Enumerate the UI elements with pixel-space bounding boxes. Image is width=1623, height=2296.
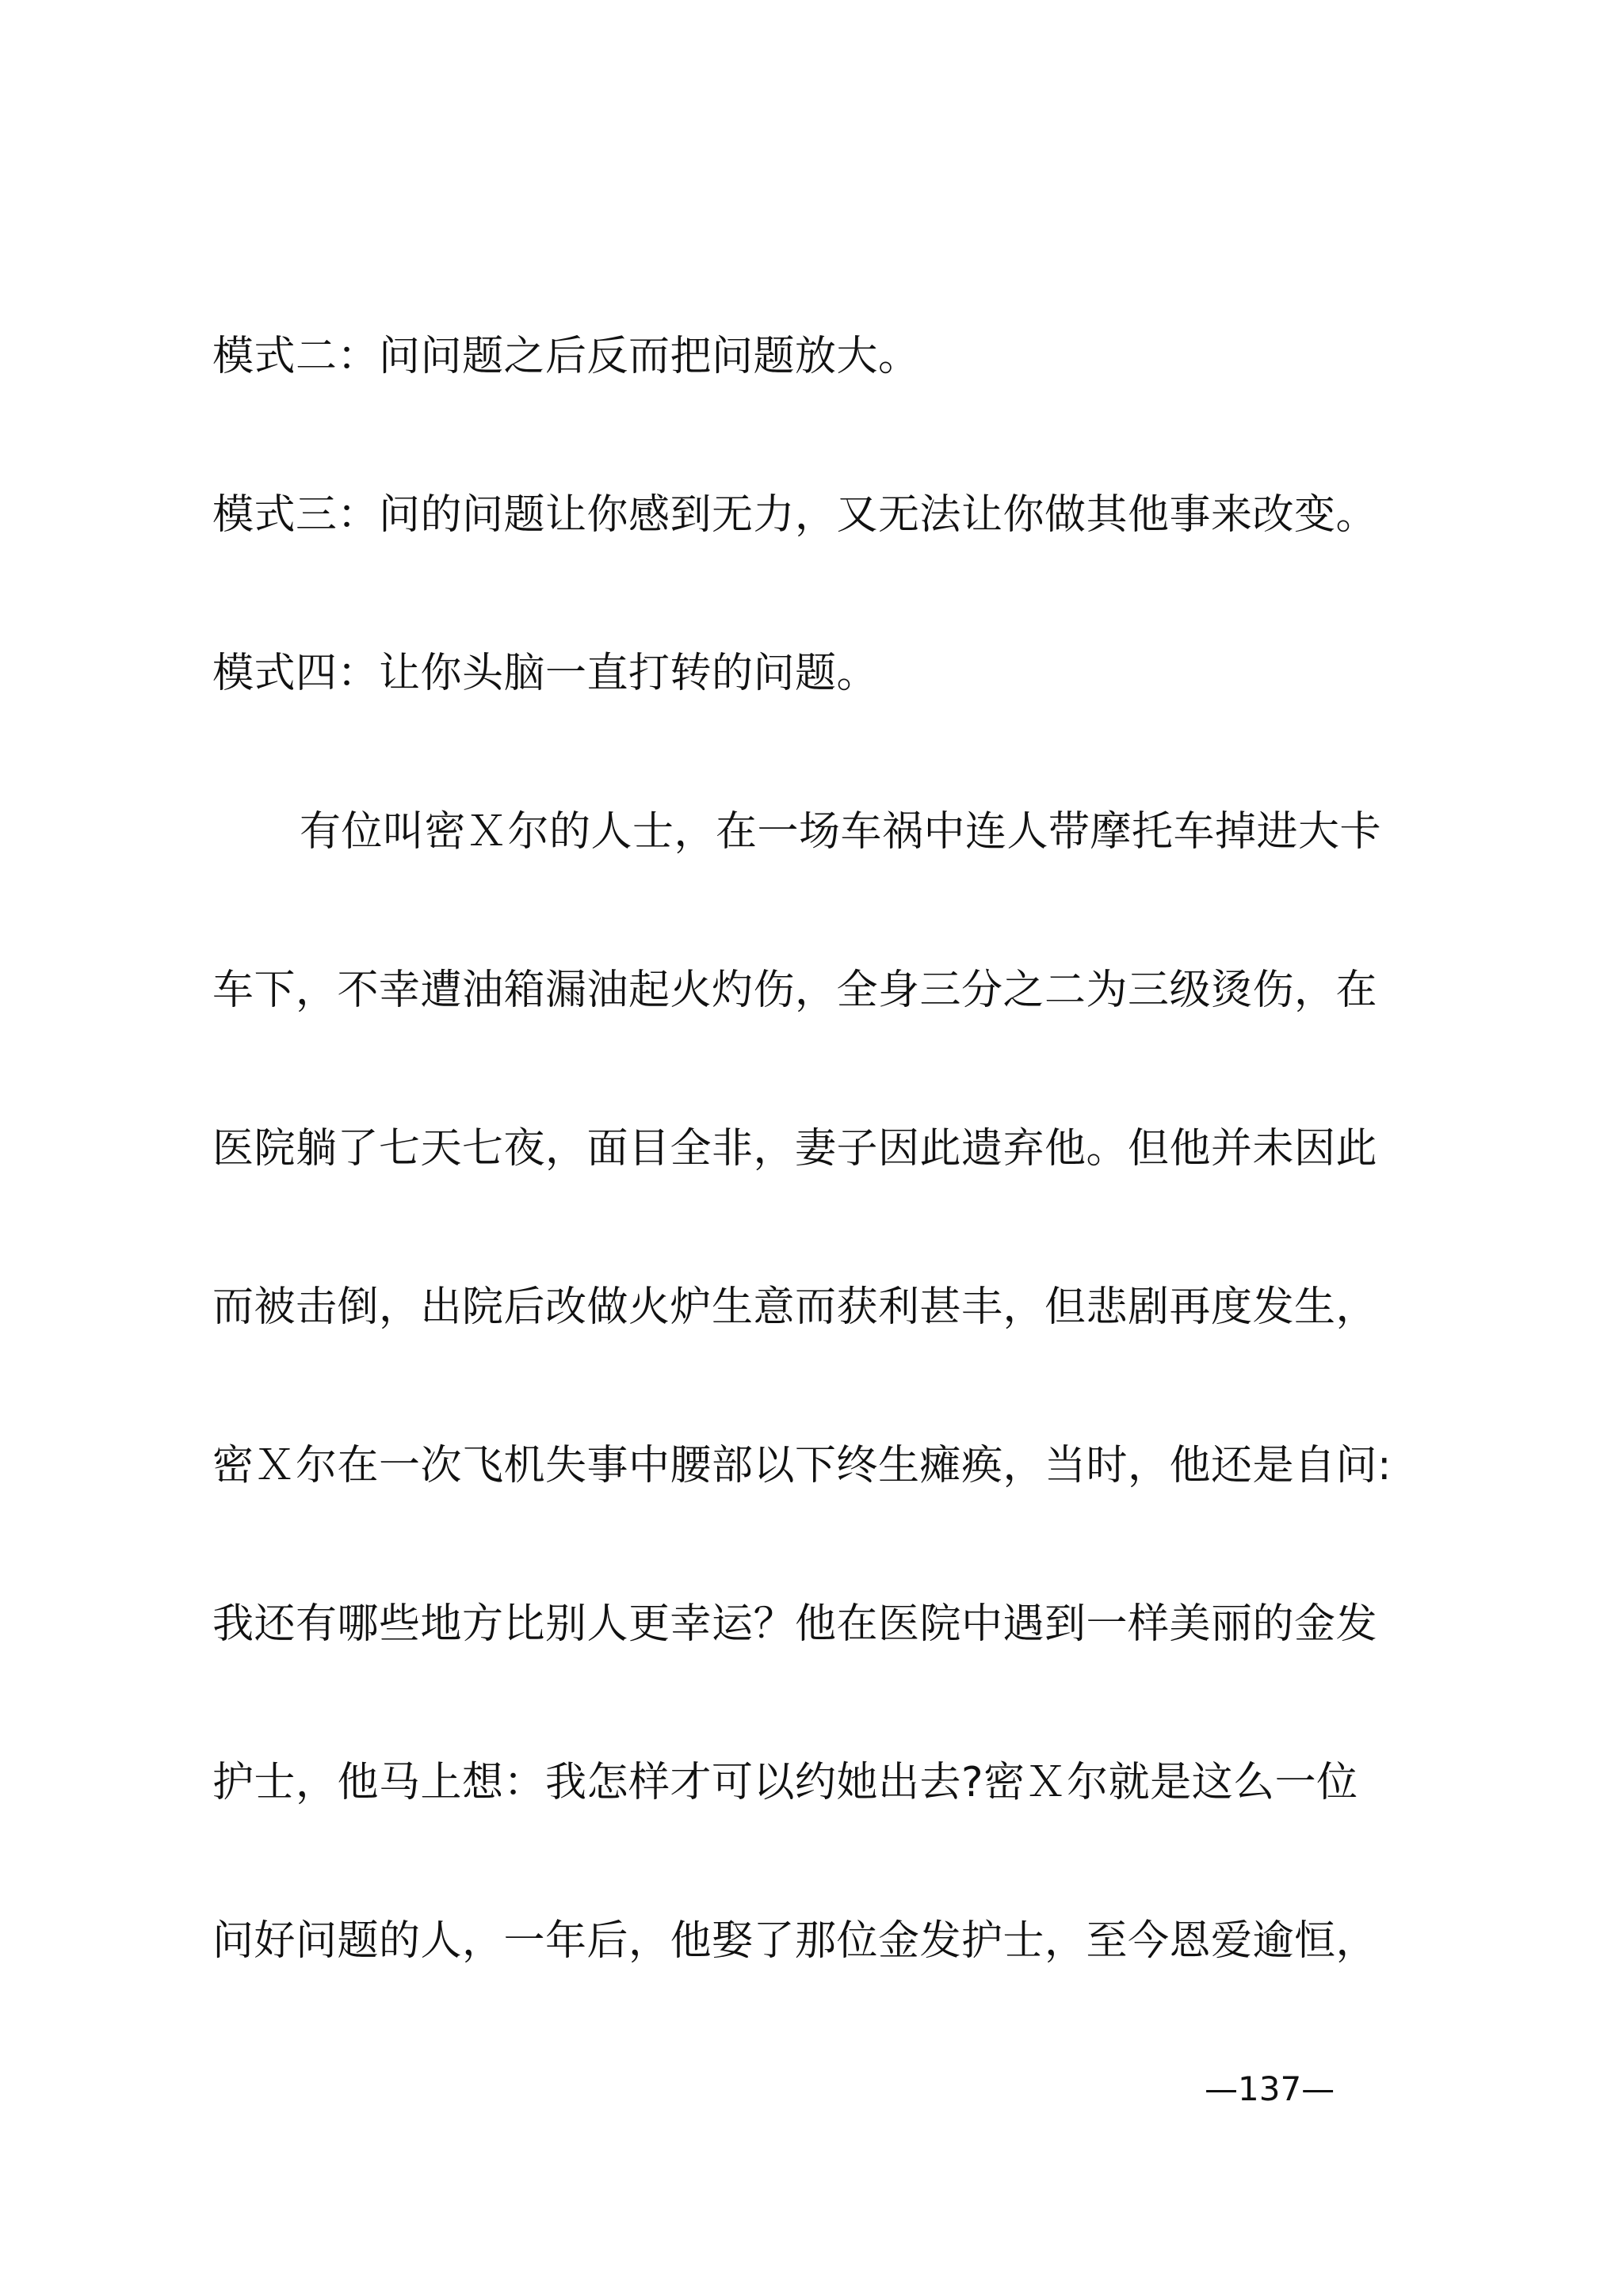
text-line-mode-four: 模式四：让你头脑一直打转的问题。 (212, 650, 879, 697)
paragraph-line-8: 问好问题的人，一年后，他娶了那位金发护士，至今恩爱逾恒， (212, 1917, 1378, 1965)
paragraph-line-2: 车下，不幸遭油箱漏油起火灼伤，全身三分之二为三级烫伤，在 (212, 967, 1378, 1014)
paragraph-line-7: 护士，他马上想：我怎样才可以约她出去?密Ｘ尔就是这么一位 (212, 1759, 1358, 1806)
paragraph-line-4: 而被击倒，出院后改做火炉生意而获利甚丰，但悲剧再度发生， (212, 1283, 1378, 1331)
text-line-mode-two: 模式二：问问题之后反而把问题放大。 (212, 333, 920, 380)
text-line-mode-three: 模式三：问的问题让你感到无力，又无法让你做其他事来改变。 (212, 491, 1378, 539)
paragraph-line-5: 密Ｘ尔在一次飞机失事中腰部以下终生瘫痪，当时，他还是自问: (212, 1442, 1392, 1489)
paragraph-line-6: 我还有哪些地方比别人更幸运？他在医院中遇到一样美丽的金发 (212, 1600, 1378, 1648)
paragraph-line-1: 有位叫密Ｘ尔的人士，在一场车祸中连人带摩托车掉进大卡 (300, 808, 1382, 856)
page-number: —137— (1205, 2069, 1335, 2108)
paragraph-line-3: 医院躺了七天七夜，面目全非，妻子因此遗弃他。但他并未因此 (212, 1125, 1378, 1173)
